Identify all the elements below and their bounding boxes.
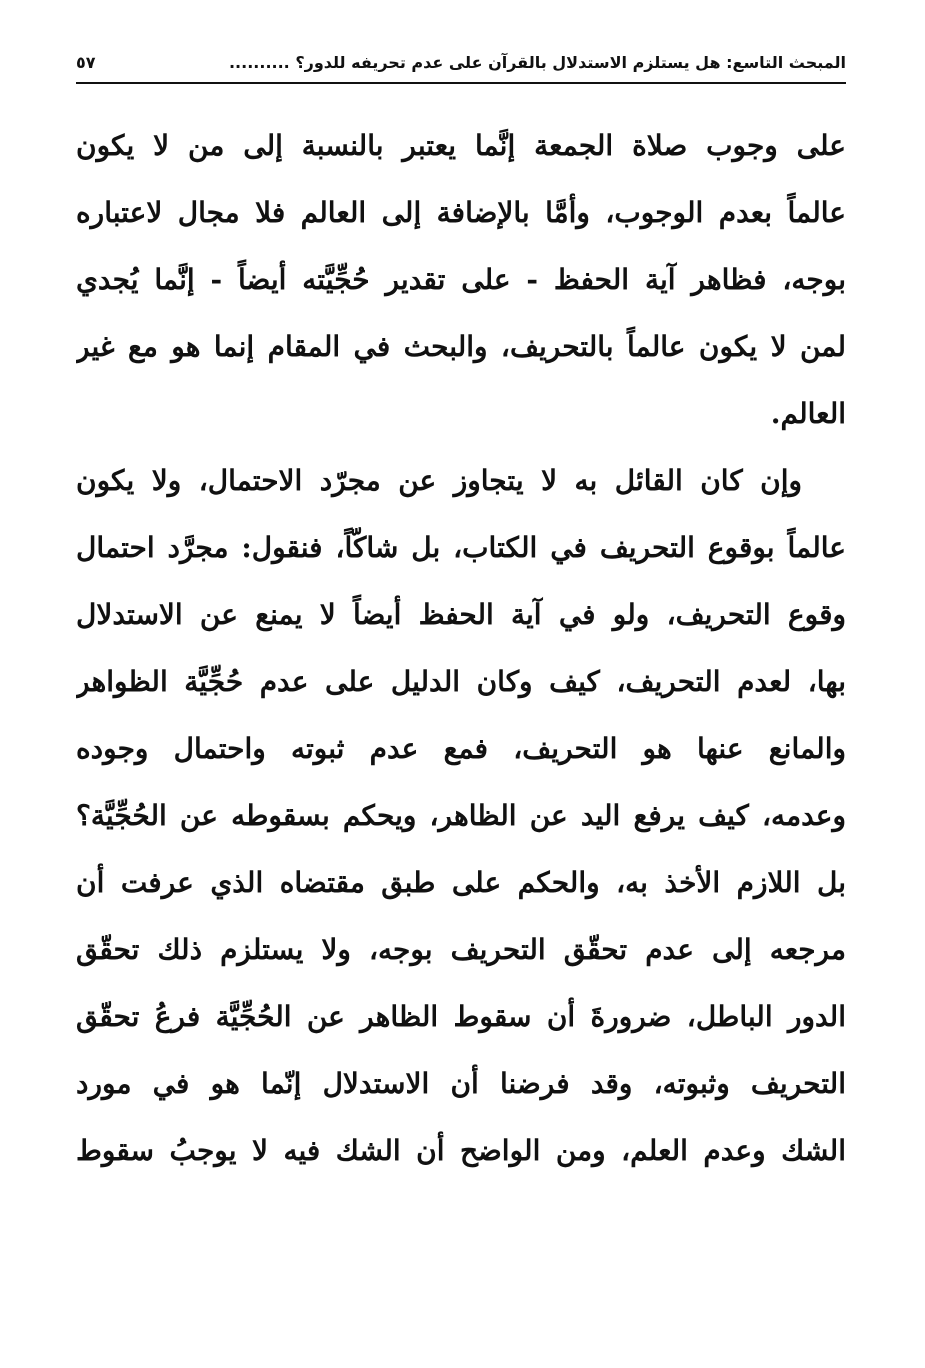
text-line: الدور الباطل، ضرورةَ أن سقوط الظاهر عن الحُجِّيَّة فرعُ تحقّق [76, 1000, 846, 1033]
text-line: وقوع التحريف، ولو في آية الحفظ أيضاً لا يمنع عن الاستدلال [76, 598, 846, 631]
text-line: على وجوب صلاة الجمعة إنَّما يعتبر بالنسبة إلى من لا يكون [76, 129, 846, 162]
text-line: وإن كان القائل به لا يتجاوز عن مجرّد الاحتمال، ولا يكون [76, 464, 802, 497]
text-line: عالماً بعدم الوجوب، وأمَّا بالإضافة إلى العالم فلا مجال لاعتباره [76, 196, 846, 229]
body-text [76, 112, 846, 1184]
text-line: بل اللازم الأخذ به، والحكم على طبق مقتضاه الذي عرفت أن [76, 866, 846, 899]
text-line: والمانع عنها هو التحريف، فمع عدم ثبوته واحتمال وجوده [76, 732, 846, 765]
text-line: التحريف وثبوته، وقد فرضنا أن الاستدلال إنّما هو في مورد [76, 1067, 846, 1100]
text-line: بوجه، فظاهر آية الحفظ - على تقدير حُجِّيَّته أيضاً - إنَّما يُجدي [76, 263, 846, 296]
text-line: مرجعه إلى عدم تحقّق التحريف بوجه، ولا يستلزم ذلك تحقّق [76, 933, 846, 966]
text-line: لمن لا يكون عالماً بالتحريف، والبحث في المقام إنما هو مع غير [76, 330, 846, 363]
header-title: المبحث التاسع: هل يستلزم الاستدلال بالقرآن على عدم تحريفه للدور؟ .......... [228, 52, 846, 72]
text-line: وعدمه، كيف يرفع اليد عن الظاهر، ويحكم بسقوطه عن الحُجِّيَّة؟ [76, 799, 846, 832]
text-line: العالم. [770, 397, 846, 430]
text-line: بها، لعدم التحريف، كيف وكان الدليل على عدم حُجِّيَّة الظواهر [76, 665, 846, 698]
header-divider [76, 82, 846, 84]
text-line: عالماً بوقوع التحريف في الكتاب، بل شاكّاً، فنقول: مجرَّد احتمال [76, 531, 846, 564]
running-header [76, 44, 846, 80]
text-line: الشك وعدم العلم، ومن الواضح أن الشك فيه لا يوجبُ سقوط [76, 1134, 846, 1167]
page-number: ٥٧ [76, 52, 96, 72]
